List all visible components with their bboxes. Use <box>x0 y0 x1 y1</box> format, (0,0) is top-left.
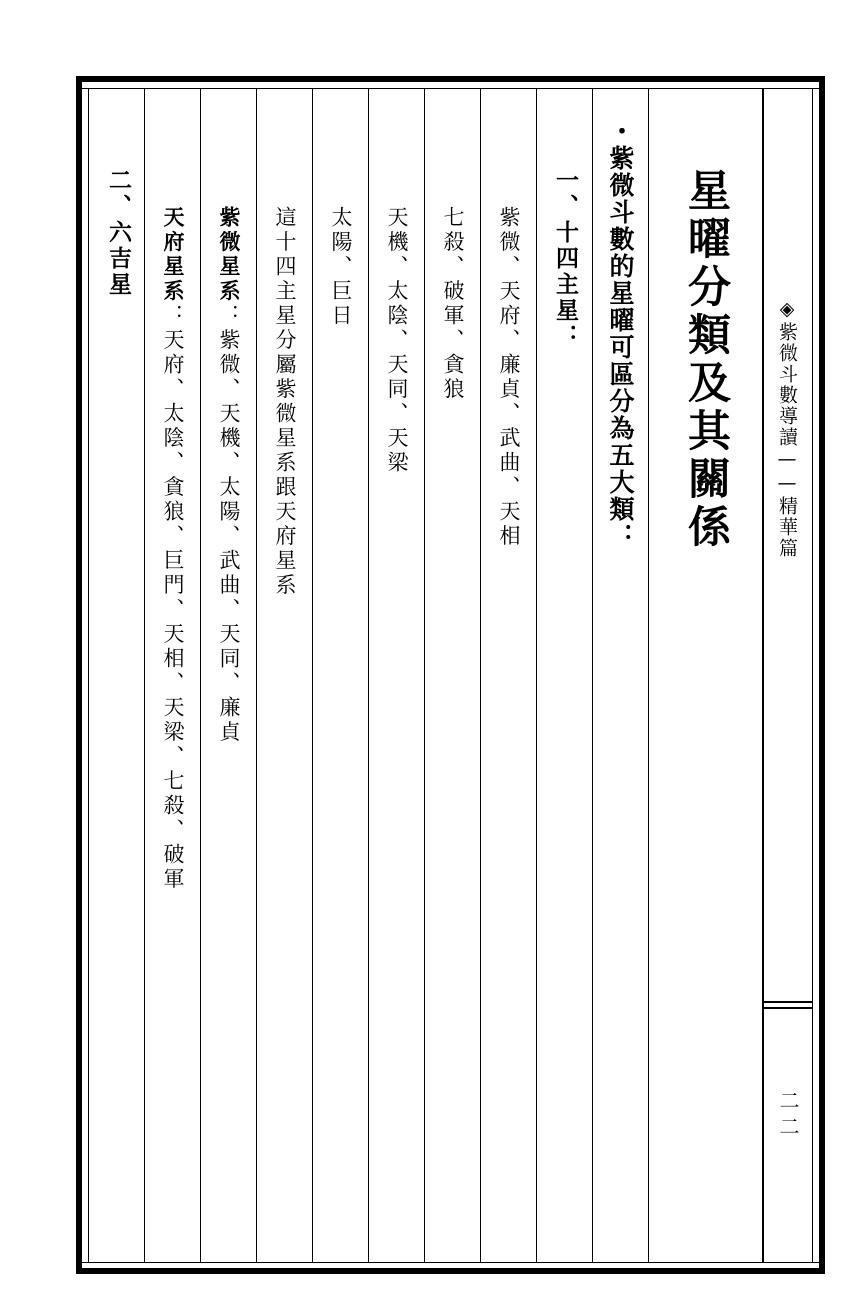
column-divider <box>480 88 481 1263</box>
column-divider <box>424 88 425 1263</box>
frame-left-outer <box>76 76 82 1274</box>
page-number: 二二 <box>776 1090 800 1142</box>
intro-line: ・紫微斗數的星曜可區分為五大類： <box>606 118 635 550</box>
star-system-note: 這十四主星分屬紫微星系跟天府星系 <box>273 206 297 598</box>
column-divider <box>536 88 537 1263</box>
header-cross-rule-2 <box>764 1007 812 1009</box>
ziwei-system-label: 紫微星系 <box>217 206 241 304</box>
frame-bottom-outer <box>76 1268 825 1274</box>
main-stars-line-2: 七殺、破軍、貪狼 <box>441 206 465 402</box>
main-stars-line-3: 天機、太陰、天同、天梁 <box>385 206 409 476</box>
column-divider <box>368 88 369 1263</box>
frame-right-outer <box>819 76 825 1274</box>
ziwei-system-stars: ：紫微、天機、太陽、武曲、天同、廉貞 <box>217 304 241 745</box>
column-divider <box>312 88 313 1263</box>
frame-top-outer <box>76 76 825 82</box>
frame-bottom-inner <box>76 1262 825 1263</box>
section-heading-six-lucky-stars: 二、六吉星 <box>105 168 131 298</box>
tianfu-system-stars: ：天府、太陰、貪狼、巨門、天相、天梁、七殺、破軍 <box>161 304 185 892</box>
column-divider <box>592 88 593 1263</box>
frame-top-inner <box>76 88 825 89</box>
ziwei-star-system-line <box>218 206 239 745</box>
main-stars-line-1: 紫微、天府、廉貞、武曲、天相 <box>497 206 521 549</box>
column-divider <box>200 88 201 1263</box>
tianfu-star-system-line <box>162 206 183 892</box>
running-header: ◈紫微斗數導讀——精華篇 <box>776 298 798 559</box>
section-heading-main-stars: 一、十四主星： <box>552 168 578 350</box>
header-cross-rule-1 <box>764 1001 812 1003</box>
frame-right-inner <box>812 88 813 1263</box>
column-divider <box>256 88 257 1263</box>
column-divider <box>648 88 649 1263</box>
chapter-title: 星曜分類及其關係 <box>681 168 731 552</box>
header-divider <box>762 88 764 1263</box>
main-stars-line-4: 太陽、巨日 <box>329 206 353 329</box>
tianfu-system-label: 天府星系 <box>161 206 185 304</box>
frame-left-inner <box>88 88 89 1263</box>
column-divider <box>144 88 145 1263</box>
